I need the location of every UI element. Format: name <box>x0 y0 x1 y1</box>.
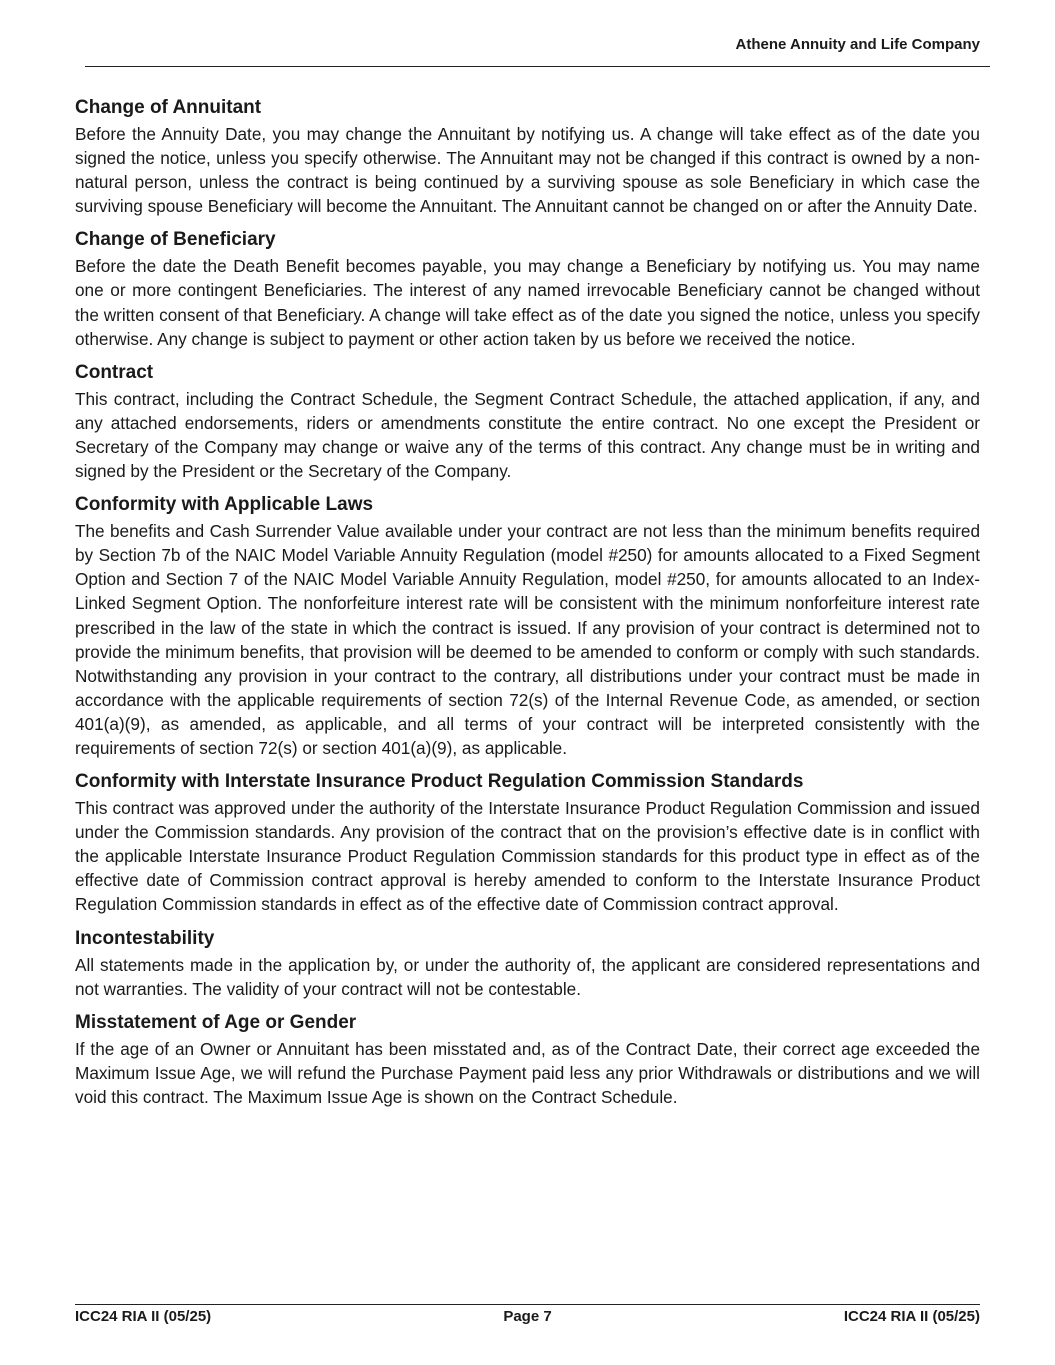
section-heading: Misstatement of Age or Gender <box>75 1011 357 1033</box>
section-text: Before the Annuity Date, you may change the Annuitant by notifying us. A change will take effect as of the date you signed the notice, unless you specify otherwise. The Annuitant may not be changed if this contract is owned by a non-natural person, unless the contract is being continued by a surviving spouse as sole Beneficiary in which case the surviving spouse Beneficiary will become the Annuitant. The Annuitant cannot be changed on or after the Annuity Date. <box>75 124 980 217</box>
document-body <box>75 96 980 1119</box>
section-text: If the age of an Owner or Annuitant has been misstated and, as of the Contract Date, their correct age exceeded the Maximum Issue Age, we will refund the Purchase Payment paid less any prior Withdrawals or distributions and we will void this contract. The Maximum Issue Age is shown on the Contract Schedule. <box>75 1038 980 1107</box>
section-text: All statements made in the application by, or under the authority of, the applicant are considered representations and not warranties. The validity of your contract will not be contestable. <box>75 954 980 999</box>
footer-divider <box>75 1304 980 1305</box>
section-conformity-laws <box>75 493 980 760</box>
section-change-of-beneficiary <box>75 228 980 350</box>
section-heading: Change of Beneficiary <box>75 229 276 251</box>
section-incontestability <box>75 927 980 1001</box>
section-heading: Contract <box>75 361 154 383</box>
section-contract <box>75 361 980 483</box>
section-heading: Conformity with Interstate Insurance Product Regulation Commission Standards <box>75 771 804 793</box>
footer-form-number-right: ICC24 RIA II (05/25) <box>843 1308 980 1325</box>
section-text: This contract was approved under the authority of the Interstate Insurance Product Regulation Commission and issued under the Commission standards. Any provision of the contract that on the provision’s effective date is in conflict with the applicable Interstate Insurance Product Regulation Commission standards for this product type in effect as of the effective date of Commission contract approval is hereby amended to conform to the Interstate Insurance Product Regulation Commission standards in effect as of the effective date of Commission contract approval. <box>75 798 980 915</box>
section-heading: Change of Annuitant <box>75 97 262 118</box>
section-change-of-annuitant <box>75 96 980 218</box>
section-text: The benefits and Cash Surrender Value available under your contract are not less than the minimum benefits required by Section 7b of the NAIC Model Variable Annuity Regulation (model #250) for amounts allocated to a Fixed Segment Option and Section 7 of the NAIC Model Variable Annuity Regulation, model #250, for amounts allocated to an Index-Linked Segment Option. The nonforfeiture interest rate will be consistent with the minimum nonforfeiture interest rate prescribed in the law of the state in which the contract is issued. If any provision of your contract is determined not to provide the minimum benefits, that provision will be deemed to be amended to conform or comply with such standards. Notwithstanding any provision in your contract to the contrary, all distributions under your contract must be made in accordance with the applicable requirements of section 72(s) of the Internal Revenue Code, as amended, or section 401(a)(9), as amended, as applicable, and all terms of your contract will be interpreted consistently with the requirements of section 72(s) or section 401(a)(9), as applicable. <box>75 521 980 758</box>
header-company-name: Athene Annuity and Life Company <box>735 36 980 53</box>
footer <box>75 1308 980 1325</box>
footer-page-number: Page 7 <box>503 1308 552 1325</box>
section-conformity-iiprc <box>75 770 980 916</box>
section-text: Before the date the Death Benefit becomes payable, you may change a Beneficiary by notifying us. You may name one or more contingent Beneficiaries. The interest of any named irrevocable Beneficiary cannot be changed without the written consent of that Beneficiary. A change will take effect as of the date you signed the notice, unless you specify otherwise. Any change is subject to payment or other action taken by us before we received the notice. <box>75 256 980 349</box>
section-heading: Incontestability <box>75 927 215 949</box>
section-heading: Conformity with Applicable Laws <box>75 494 374 516</box>
footer-form-number-left: ICC24 RIA II (05/25) <box>75 1308 212 1325</box>
section-text: This contract, including the Contract Schedule, the Segment Contract Schedule, the attached application, if any, and any attached endorsements, riders or amendments constitute the entire contract. No one except the President or Secretary of the Company may change or waive any of the terms of this contract. Any change must be in writing and signed by the President or the Secretary of the Company. <box>75 388 980 482</box>
section-misstatement <box>75 1011 980 1109</box>
header-divider <box>85 66 990 67</box>
